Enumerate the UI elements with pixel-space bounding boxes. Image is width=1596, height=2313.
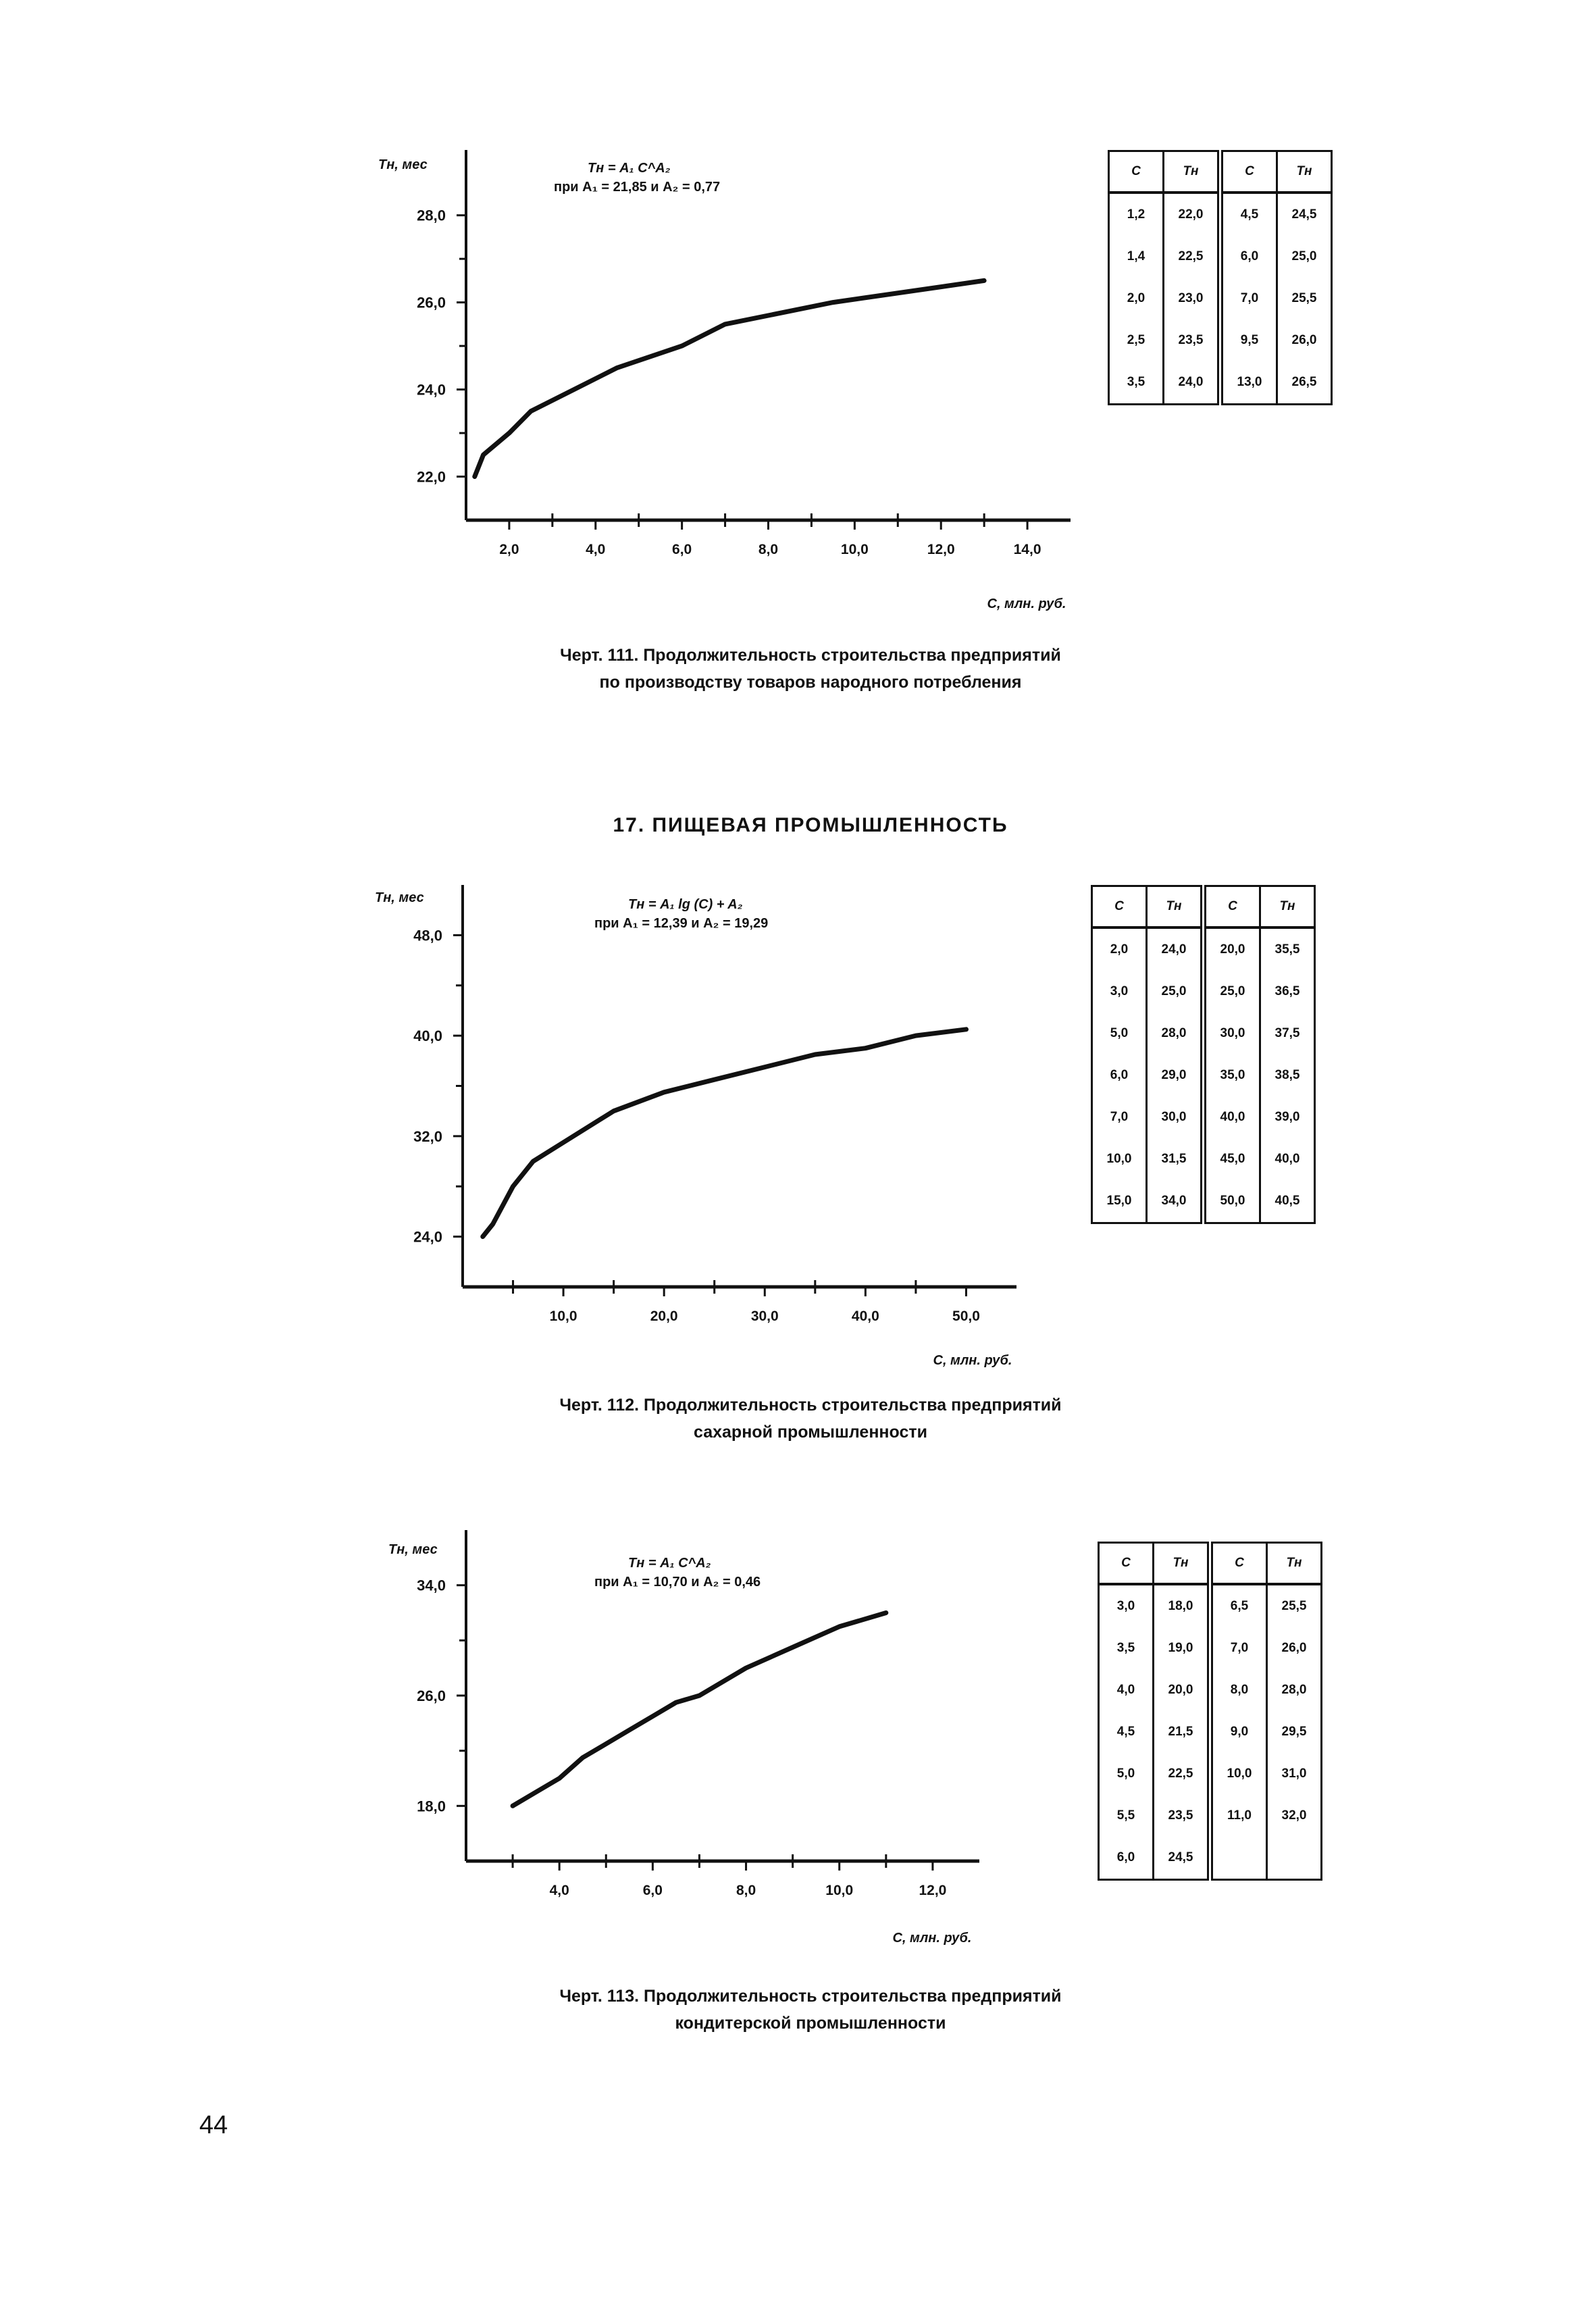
y-tick-label: 32,0 — [413, 1127, 442, 1145]
table-cell: 9,0 — [1210, 1711, 1267, 1753]
x-tick-label: 30,0 — [750, 1308, 779, 1324]
table-cell: 20,0 — [1154, 1669, 1210, 1711]
table-row — [1092, 1054, 1315, 1096]
table-cell: 45,0 — [1204, 1138, 1260, 1180]
table-row — [1109, 236, 1332, 278]
x-tick-label: 14,0 — [1013, 542, 1041, 557]
table-cell: 10,0 — [1092, 1138, 1147, 1180]
x-tick-label: 8,0 — [736, 1883, 756, 1898]
table-header-row — [1099, 1543, 1322, 1585]
table-cell: 4,5 — [1099, 1711, 1154, 1753]
x-tick-label: 12,0 — [919, 1883, 947, 1898]
x-axis-label: С, млн. руб. — [892, 1931, 972, 1946]
table-cell: 23,5 — [1164, 320, 1220, 361]
table-cell: 8,0 — [1210, 1669, 1267, 1711]
table-row — [1092, 971, 1315, 1013]
table-header-cell: Tн — [1260, 886, 1315, 928]
table-cell: 24,0 — [1164, 361, 1220, 405]
table-cell: 4,5 — [1220, 193, 1277, 236]
table-cell: 30,0 — [1147, 1096, 1204, 1138]
table-cell: 6,0 — [1099, 1837, 1154, 1880]
formula-line-1: Tн = A₁ C^A₂ — [588, 161, 671, 176]
x-tick-label: 10,0 — [840, 542, 869, 557]
y-tick-label: 26,0 — [417, 294, 446, 311]
x-tick-label: 10,0 — [825, 1883, 854, 1898]
table-cell: 36,5 — [1260, 971, 1315, 1013]
y-tick-label: 34,0 — [417, 1577, 446, 1594]
table-cell: 26,0 — [1267, 1627, 1322, 1669]
table-cell: 4,0 — [1099, 1669, 1154, 1711]
table-cell: 26,0 — [1277, 320, 1332, 361]
table-cell: 31,5 — [1147, 1138, 1204, 1180]
table-cell: 31,0 — [1267, 1753, 1322, 1795]
table-cell: 18,0 — [1154, 1584, 1210, 1627]
table-row — [1099, 1795, 1322, 1837]
formula-line-2: при A₁ = 12,39 и A₂ = 19,29 — [594, 916, 769, 931]
table-row — [1099, 1627, 1322, 1669]
table-cell: 40,0 — [1260, 1138, 1315, 1180]
table-header-cell: С — [1099, 1543, 1154, 1585]
caption-113 — [405, 1983, 1216, 2037]
caption-113-line1: Черт. 113. Продолжительность строительства предприятий — [559, 1987, 1062, 2006]
y-axis-label: Tн, мес — [378, 157, 428, 172]
x-tick-label: 2,0 — [499, 542, 519, 557]
table-cell: 24,5 — [1277, 193, 1332, 236]
table-cell: 2,5 — [1109, 320, 1164, 361]
table-cell: 32,0 — [1267, 1795, 1322, 1837]
table-header-cell: С — [1109, 151, 1164, 193]
table-cell: 38,5 — [1260, 1054, 1315, 1096]
x-tick-label: 8,0 — [758, 542, 779, 557]
table-header-cell: С — [1220, 151, 1277, 193]
y-tick-label: 18,0 — [417, 1798, 446, 1815]
table-cell: 2,0 — [1109, 278, 1164, 320]
table-cell: 3,0 — [1099, 1584, 1154, 1627]
table-header-cell: С — [1204, 886, 1260, 928]
table-cell: 5,0 — [1099, 1753, 1154, 1795]
table-row — [1099, 1711, 1322, 1753]
table-cell: 30,0 — [1204, 1013, 1260, 1054]
formula-line-1: Tн = A₁ lg (C) + A₂ — [628, 897, 743, 912]
table-cell: 25,5 — [1277, 278, 1332, 320]
table-cell: 6,0 — [1220, 236, 1277, 278]
table-cell: 7,0 — [1092, 1096, 1147, 1138]
formula-line-2: при A₁ = 10,70 и A₂ = 0,46 — [594, 1575, 761, 1590]
table-cell: 6,5 — [1210, 1584, 1267, 1627]
x-tick-label: 12,0 — [927, 542, 955, 557]
table-cell: 1,4 — [1109, 236, 1164, 278]
table-row — [1109, 193, 1332, 236]
caption-112-line1: Черт. 112. Продолжительность строительства предприятий — [559, 1396, 1062, 1415]
table-cell: 37,5 — [1260, 1013, 1315, 1054]
table-cell: 29,0 — [1147, 1054, 1204, 1096]
caption-111-line1: Черт. 111. Продолжительность строительства предприятий — [560, 646, 1061, 665]
table-cell: 20,0 — [1204, 927, 1260, 971]
data-curve — [475, 280, 984, 476]
table-cell: 3,0 — [1092, 971, 1147, 1013]
y-axis-label: Tн, мес — [388, 1542, 438, 1557]
x-axis-label: С, млн. руб. — [933, 1353, 1012, 1368]
table-header-row — [1092, 886, 1315, 928]
table-cell: 22,5 — [1164, 236, 1220, 278]
table-cell: 34,0 — [1147, 1180, 1204, 1223]
y-tick-label: 40,0 — [413, 1027, 442, 1045]
table-cell: 13,0 — [1220, 361, 1277, 405]
table-cell: 35,0 — [1204, 1054, 1260, 1096]
table-cell: 15,0 — [1092, 1180, 1147, 1223]
y-tick-label: 48,0 — [413, 927, 442, 944]
table-row — [1092, 1138, 1315, 1180]
table-row — [1099, 1753, 1322, 1795]
data-table-113 — [1098, 1542, 1322, 1881]
table-cell: 7,0 — [1210, 1627, 1267, 1669]
table-header-cell: Tн — [1147, 886, 1204, 928]
table-cell: 25,0 — [1277, 236, 1332, 278]
data-table-112 — [1091, 885, 1316, 1224]
table-cell: 5,5 — [1099, 1795, 1154, 1837]
chart-3-group — [388, 1530, 979, 1946]
table-cell: 24,0 — [1147, 927, 1204, 971]
table-cell: 40,0 — [1204, 1096, 1260, 1138]
table-cell: 28,0 — [1147, 1013, 1204, 1054]
table-cell: 10,0 — [1210, 1753, 1267, 1795]
table-cell: 19,0 — [1154, 1627, 1210, 1669]
table-header-cell: С — [1092, 886, 1147, 928]
table-cell — [1267, 1837, 1322, 1880]
x-tick-label: 4,0 — [549, 1883, 569, 1898]
x-tick-label: 4,0 — [586, 542, 606, 557]
caption-113-line2: кондитерской промышленности — [675, 2014, 946, 2033]
table-cell: 22,0 — [1164, 193, 1220, 236]
table-row — [1099, 1669, 1322, 1711]
table-cell: 23,5 — [1154, 1795, 1210, 1837]
data-curve — [483, 1030, 967, 1237]
table-row — [1092, 1180, 1315, 1223]
chart-1-group — [378, 150, 1071, 611]
table-cell: 25,0 — [1204, 971, 1260, 1013]
table-row — [1092, 1096, 1315, 1138]
x-tick-label: 50,0 — [952, 1308, 980, 1324]
table-cell: 25,0 — [1147, 971, 1204, 1013]
table-row — [1099, 1584, 1322, 1627]
x-tick-label: 6,0 — [642, 1883, 663, 1898]
chart-2-group — [375, 885, 1016, 1368]
caption-111-line2: по производству товаров народного потребления — [599, 673, 1022, 692]
y-tick-label: 28,0 — [417, 207, 446, 224]
section-heading: 17. ПИЩЕВАЯ ПРОМЫШЛЕННОСТЬ — [613, 814, 1008, 836]
table-cell: 2,0 — [1092, 927, 1147, 971]
table-cell: 35,5 — [1260, 927, 1315, 971]
table-cell: 11,0 — [1210, 1795, 1267, 1837]
formula-line-2: при A₁ = 21,85 и A₂ = 0,77 — [554, 180, 721, 195]
y-tick-label: 24,0 — [417, 381, 446, 399]
table-row — [1092, 1013, 1315, 1054]
page-number: 44 — [199, 2111, 228, 2139]
table-cell: 28,0 — [1267, 1669, 1322, 1711]
table-cell — [1210, 1837, 1267, 1880]
table-cell: 50,0 — [1204, 1180, 1260, 1223]
table-cell: 7,0 — [1220, 278, 1277, 320]
table-header-cell: Tн — [1267, 1543, 1322, 1585]
table-header-cell: Tн — [1154, 1543, 1210, 1585]
data-table-111 — [1108, 150, 1333, 405]
x-tick-label: 20,0 — [650, 1308, 678, 1324]
table-cell: 1,2 — [1109, 193, 1164, 236]
caption-111 — [405, 642, 1216, 696]
table-cell: 25,5 — [1267, 1584, 1322, 1627]
x-tick-label: 6,0 — [672, 542, 692, 557]
table-row — [1109, 278, 1332, 320]
table-cell: 26,5 — [1277, 361, 1332, 405]
y-tick-label: 24,0 — [413, 1228, 442, 1246]
table-row — [1109, 361, 1332, 405]
table-cell: 40,5 — [1260, 1180, 1315, 1223]
y-tick-label: 26,0 — [417, 1687, 446, 1704]
data-curve — [513, 1613, 886, 1806]
table-cell: 23,0 — [1164, 278, 1220, 320]
table-row — [1092, 927, 1315, 971]
table-header-cell: Tн — [1164, 151, 1220, 193]
table-cell: 9,5 — [1220, 320, 1277, 361]
table-cell: 39,0 — [1260, 1096, 1315, 1138]
table-cell: 5,0 — [1092, 1013, 1147, 1054]
x-axis-label: С, млн. руб. — [987, 596, 1066, 611]
table-row — [1099, 1837, 1322, 1880]
table-cell: 3,5 — [1109, 361, 1164, 405]
table-header-row — [1109, 151, 1332, 193]
x-tick-label: 40,0 — [851, 1308, 879, 1324]
table-cell: 29,5 — [1267, 1711, 1322, 1753]
y-axis-label: Tн, мес — [375, 890, 424, 905]
table-cell: 6,0 — [1092, 1054, 1147, 1096]
caption-112 — [405, 1392, 1216, 1446]
table-cell: 22,5 — [1154, 1753, 1210, 1795]
table-header-cell: С — [1210, 1543, 1267, 1585]
y-tick-label: 22,0 — [417, 468, 446, 486]
table-cell: 21,5 — [1154, 1711, 1210, 1753]
x-tick-label: 10,0 — [549, 1308, 577, 1324]
table-cell: 3,5 — [1099, 1627, 1154, 1669]
table-cell: 24,5 — [1154, 1837, 1210, 1880]
formula-line-1: Tн = A₁ C^A₂ — [628, 1556, 711, 1571]
caption-112-line2: сахарной промышленности — [694, 1423, 927, 1442]
table-header-cell: Tн — [1277, 151, 1332, 193]
table-row — [1109, 320, 1332, 361]
